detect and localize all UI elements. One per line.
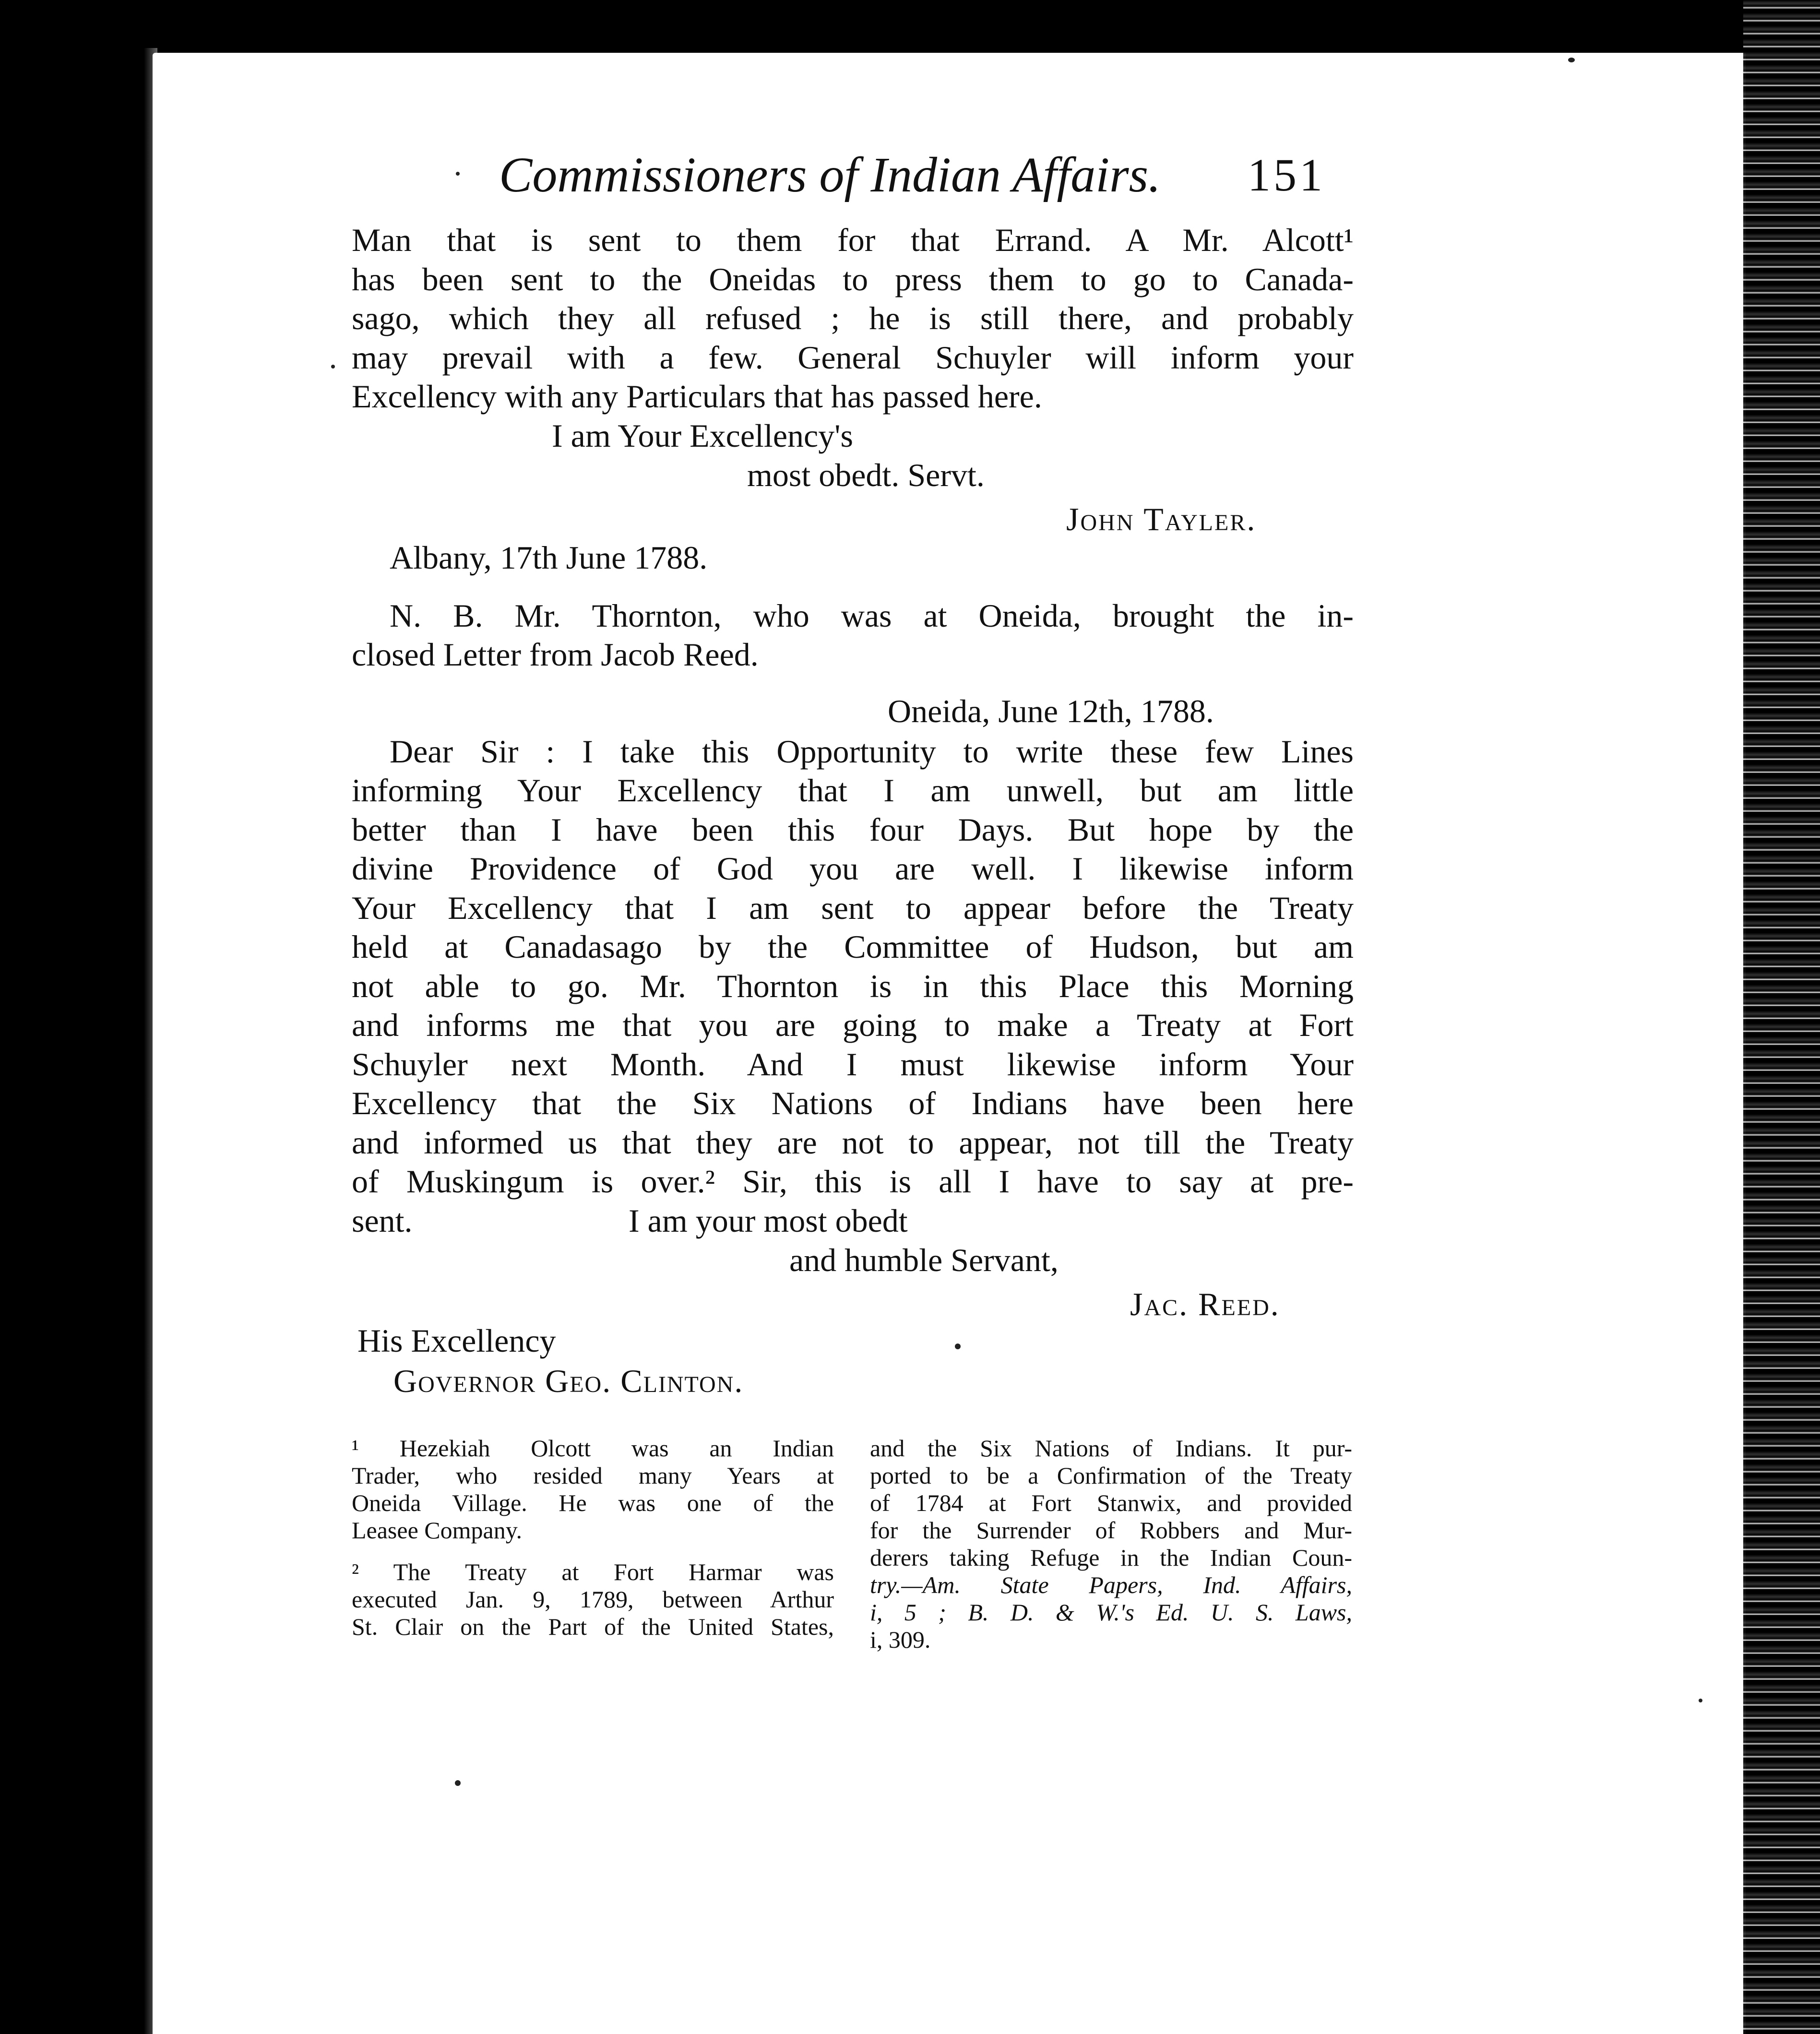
- footnote-spacer: [352, 1544, 834, 1558]
- letter1-closing-1: I am Your Excellency's: [552, 417, 853, 454]
- footnotes-right-column: [870, 1435, 1352, 1653]
- text-line: Schuyler next Month. And I must likewise inform Your: [352, 1046, 1354, 1082]
- letter1-signature: John Tayler.: [1066, 501, 1257, 537]
- speck: [455, 1780, 461, 1786]
- text-line: divine Providence of God you are well. I likewise inform: [352, 850, 1354, 887]
- text-line: and informs me that you are going to make a Treaty at Fort: [352, 1007, 1354, 1043]
- text-line: not able to go. Mr. Thornton is in this Place this Morning: [352, 967, 1354, 1004]
- letter2-dateline: Oneida, June 12th, 1788.: [888, 693, 1214, 729]
- speck: [331, 365, 335, 369]
- text-line: informing Your Excellency that I am unwell, but am little: [352, 772, 1354, 809]
- page-edge-stack: [1743, 0, 1820, 2034]
- footnote-line: i, 309.: [870, 1626, 931, 1653]
- speck: [1699, 1699, 1702, 1702]
- nb-second-line: [352, 635, 1354, 675]
- text-line: has been sent to the Oneidas to press them to go to Canada-: [352, 261, 1354, 297]
- nb-first-line: [390, 596, 1354, 636]
- footnote-line: ² The Treaty at Fort Harmar was: [352, 1558, 834, 1585]
- text-line: N. B. Mr. Thornton, who was at Oneida, brought the in-: [390, 597, 1354, 634]
- text-line: Dear Sir : I take this Opportunity to write these few Lines: [390, 733, 1354, 770]
- footnote-line: Oneida Village. He was one of the: [352, 1489, 834, 1516]
- text-line: of Muskingum is over.² Sir, this is all I have to say at pre-: [352, 1163, 1354, 1200]
- footnote-line: and the Six Nations of Indians. It pur-: [870, 1435, 1352, 1462]
- text-line: closed Letter from Jacob Reed.: [352, 636, 759, 673]
- text-line: Excellency with any Particulars that has passed here.: [352, 378, 1042, 415]
- letter1-dateline: Albany, 17th June 1788.: [390, 539, 708, 576]
- footnote-line: Trader, who resided many Years at: [352, 1462, 834, 1489]
- speck: [1568, 58, 1575, 62]
- footnote-line: of 1784 at Fort Stanwix, and provided: [870, 1489, 1352, 1516]
- footnote-line: ported to be a Confirmation of the Treaty: [870, 1462, 1352, 1489]
- footnote-line: ¹ Hezekiah Olcott was an Indian: [352, 1435, 834, 1462]
- footnote-line: St. Clair on the Part of the United States,: [352, 1613, 834, 1640]
- letter2-signature: Jac. Reed.: [1130, 1286, 1280, 1322]
- text-line: and informed us that they are not to appear, not till the Treaty: [352, 1124, 1354, 1161]
- letter2-salutation-line: [390, 732, 1354, 772]
- speck: [456, 172, 460, 176]
- text-line: held at Canadasago by the Committee of Hudson, but am: [352, 928, 1354, 965]
- speck: [955, 1344, 961, 1349]
- page-number: 151: [1248, 149, 1325, 201]
- footnote-line: executed Jan. 9, 1789, between Arthur: [352, 1586, 834, 1613]
- text-line: may prevail with a few. General Schuyler will inform your: [352, 339, 1354, 376]
- footnotes-left-column: [352, 1435, 834, 1641]
- text-line: better than I have been this four Days. But hope by the: [352, 811, 1354, 848]
- footnote-line: for the Surrender of Robbers and Mur-: [870, 1517, 1352, 1544]
- letter2-last-word: sent.: [352, 1202, 413, 1239]
- letter2-closing-1: I am your most obedt: [629, 1202, 908, 1239]
- letter1-body: [352, 221, 1354, 377]
- running-title: Commissioners of Indian Affairs.: [499, 147, 1161, 202]
- letter1-last-line: [352, 377, 1354, 416]
- address-line-2: Governor Geo. Clinton.: [393, 1363, 744, 1399]
- letter2-closing-2: and humble Servant,: [789, 1242, 1059, 1278]
- letter2-body: [352, 771, 1354, 1201]
- letter1-closing-2: most obedt. Servt.: [747, 457, 985, 493]
- text-line: Excellency that the Six Nations of Indians have been here: [352, 1085, 1354, 1121]
- text-line: Man that is sent to them for that Errand. A Mr. Alcott¹: [352, 222, 1354, 258]
- footnote-line: try.—Am. State Papers, Ind. Affairs,: [870, 1571, 1352, 1598]
- footnote-line: Leasee Company.: [352, 1517, 522, 1544]
- text-line: Your Excellency that I am sent to appear before the Treaty: [352, 889, 1354, 926]
- text-line: sago, which they all refused ; he is still there, and probably: [352, 300, 1354, 336]
- footnote-line: derers taking Refuge in the Indian Coun-: [870, 1544, 1352, 1571]
- address-line-1: His Excellency: [357, 1322, 556, 1359]
- footnote-line: i, 5 ; B. D. & W.'s Ed. U. S. Laws,: [870, 1599, 1352, 1626]
